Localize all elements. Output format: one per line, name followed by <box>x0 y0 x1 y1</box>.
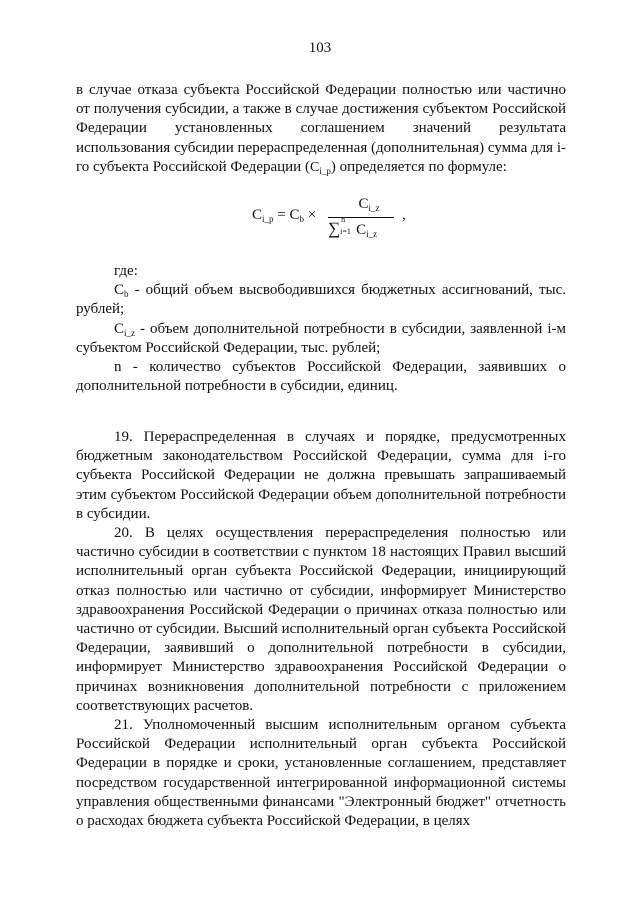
formula-sum-upper: n <box>341 215 346 224</box>
intro-symbol: C <box>309 159 320 175</box>
definition-symbol: n <box>114 359 122 376</box>
definition-text: - объем дополнительной потребности в субсидии, заявленной i-м субъектом Российской Федерации, тыс. рублей; <box>76 320 566 356</box>
paragraph-21: 21. Уполномоченный высшим исполнительным органом субъекта Российской Федерации исполнительный орган субъекта Российской Федерации в порядке и сроки, установленные соглашением, представляет посредством государственной интегрированной информационной системы управления общественными финансами "Электронный бюджет" отчетность о расходах бюджета субъекта Российской Федерации, в целях <box>76 717 566 830</box>
paragraph-20: 20. В целях осуществления перераспределения полностью или частично субсидии в соответствии с пунктом 18 настоящих Правил высший исполнительный орган субъекта Российской Федерации, инициирующий отказ полностью или частично от субсидии, информирует Министерство здравоохранения Российской Федерации о причинах отказа полностью или частично от субсидии. Высший исполнительный орган субъекта Российской Федерации, заявивший о дополнительной потребности в субсидии, информирует Министерство здравоохранения Российской Федерации о причинах возникновения дополнительной потребности с приложением соответствующих расчетов. <box>76 525 566 714</box>
intro-text-end: ) определяется по формуле: <box>330 158 507 175</box>
intro-text: в случае отказа субъекта Российской Федерации полностью или частично от получения субсидии, а также в случае достижения субъектом Российской Федерации установленных соглашением значений результата использования субсидии перераспределенная (дополнительная) сумма для i-го субъекта Российской Федерации ( <box>76 82 566 175</box>
page-number: 103 <box>308 40 332 56</box>
formula-numerator <box>340 196 398 213</box>
definition-symbol-sub: b <box>124 289 129 300</box>
definition-text: - общий объем высвободившихся бюджетных ассигнований, тыс. рублей; <box>76 282 566 318</box>
definition-symbol: C <box>114 320 125 337</box>
formula-lhs-sub: i_p <box>262 214 274 224</box>
formula-lhs <box>252 207 316 224</box>
formula-sum-sign: ∑ <box>328 219 341 238</box>
intro-symbol-sub: i_p <box>319 165 331 176</box>
formula-b-sub: b <box>299 214 304 224</box>
formula-den-symbol: C <box>356 222 367 238</box>
body-paragraphs <box>76 428 566 831</box>
formula-lhs-symbol: C <box>252 207 263 223</box>
definition-text: - количество субъектов Российской Федерации, заявивших о дополнительной потребности в субсидии, единиц. <box>76 359 566 395</box>
formula-num-symbol: C <box>358 196 369 212</box>
formula-times: × <box>304 207 317 223</box>
formula-denominator <box>328 215 378 239</box>
formula-sum-limits <box>340 215 351 236</box>
formula-den-sub: i_z <box>366 229 378 239</box>
where-label: где: <box>114 263 138 279</box>
definition-symbol: C <box>114 282 125 299</box>
formula-sum-lower: i=1 <box>340 227 351 236</box>
definitions-block <box>76 262 566 396</box>
redistribution-formula <box>252 196 452 242</box>
intro-block <box>76 81 566 177</box>
definition-cb <box>76 281 566 319</box>
formula-num-sub: i_z <box>368 203 380 213</box>
paragraph-19: 19. Перераспределенная в случаях и порядке, предусмотренных бюджетным законодательством Российской Федерации, сумма для i-го субъекта Российской Федерации не должна превышать запрашиваемый этим субъектом Российской Федерации объем дополнительной потребности в субсидии. <box>76 429 566 522</box>
definition-n <box>76 358 566 396</box>
formula-equals: = C <box>273 207 300 223</box>
formula-comma: , <box>402 207 406 223</box>
definition-ciz <box>76 320 566 358</box>
intro-paragraph <box>76 81 566 177</box>
definition-symbol-sub: i_z <box>124 327 136 338</box>
